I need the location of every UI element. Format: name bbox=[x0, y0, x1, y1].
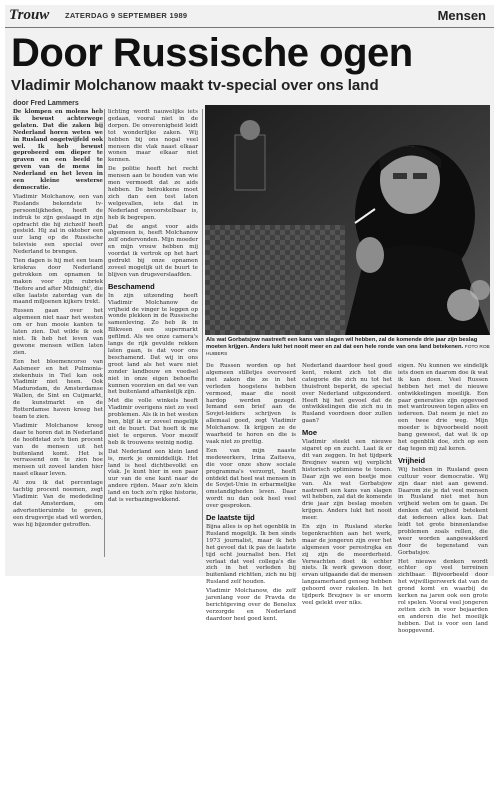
paragraph: Tien dagen is hij met een team kriskras door Nederland getrokken om opnamen te maken voor zijn rubriek 'Before and after Midnight', die elke laatste zaterdag van de maand miljoenen kijkers trekt. bbox=[13, 258, 103, 306]
portrait-photo bbox=[205, 105, 490, 335]
paragraph: Dat Nederland een klein land is, merk je onmiddellijk. Het land is heel dichtbevolkt en vlak. Je kunt hier in een paar uur van de ene kant naar de andere rijden. Maar zo'n klein land en toch zo'n rijke historie, dat is verbazingwekkend. bbox=[108, 448, 198, 504]
paragraph: Vladimir Molchanow, die zelf jarenlang voor de Pravda de berichtgeving over de Benelux verzorgde en Nederland daardoor heel goed kent. bbox=[206, 588, 296, 622]
paragraph: In zijn uitzending heeft Vladimir Molchanow de vrijheid de vinger te leggen op wonde plekken in de Russische samenleving. Zo heb ik in Blikveen een supermarkt gefilmd. Als we onze camera's langs de rijk gevulde rekken laten gaan, is dat voor ons beschamend. Dat wij in ons groot land als het ware niet zonder landbouw en voedsel niet in onze eigen behoefte kunnen voorzien en dat we van het buitenland afhankelijk zijn. bbox=[108, 292, 198, 396]
subheading-laatste-tijd: De laatste tijd bbox=[206, 513, 255, 523]
paragraph: De Russen worden op het algemeen stilletjes overvoerd met zaken die ze in het verleden hoogstens hebben vermoed, maar die nooit hardop werden gezegd. Iemand een brief aan de Sovjet-leiders schrijven is allemaal goed, zegt Vladimir Molchanow. Ik krijgen ze de waarheid te horen en die is vaak niet zo prettig. bbox=[206, 363, 296, 445]
article-lead: De klompen en molens heb ik bewust achterwege gelaten. Dat die zaken bij Nederland horen weten we in Rusland ongetwijfeld ook wel. Ik heb bewust geprobeerd om dieper te graven en een beeld te geven van de mens in Nederland en het leven in een kleine westerse democratie. bbox=[13, 109, 103, 191]
column-rule bbox=[104, 109, 105, 557]
paragraph: eigen. Nu kunnen we eindelijk iets doen en daarom doe ik wat ik kan doen. Veel Russen hebben het met de nieuwe ontwikkelingen moeilijk. Een paar generaties zijn opgevoed met wantrouwen tegen alles en iedereen. Dat neem je niet zo een twee drie weg. Mijn moeder is bijvoorbeeld nooit bang geweest, dat wat ik op het ogenblik doe, zich op een dag tegen mij zal keren. bbox=[398, 363, 488, 452]
article-column-2 bbox=[108, 109, 198, 557]
paragraph: lichting wordt nauwelijks iets gedaan, vooral niet in de dorpen. De onverenigheid leidt tot wonderlijke zaken. Wij hebben bij ons nogal veel mensen die vlak naast elkaar wonen maar elkaar niet kennen. bbox=[108, 109, 198, 164]
paragraph: Een het bloemencorso van Aalsmeer en het Pulmonia-ziekenhuis in Tiel kan ook Vladimir niet heen. Ook Madurodam, de Amsterdamse Wallen, de Sint en Cuijmarkt, de kunstmarkt en de Rotterdamse haven kreeg het team te zien. bbox=[13, 358, 103, 420]
subheading-beschamend: Beschamend bbox=[108, 281, 155, 291]
caption-text: Als wat Gorbatsjow nastreeft een kans van slagen wil hebben, zal de komende drie jaar zijn beslag moeten krijgen. Anders lukt het nooit meer en zal dat een hele ronde van ons land betekenen. bbox=[206, 337, 478, 350]
subheading-moe: Moe bbox=[302, 428, 317, 438]
newspaper-clipping bbox=[5, 5, 494, 634]
paragraph: Wij hebben in Rusland geen cultuur voor democratie. Wij zijn daar niet aan gewend. Daarom zie je dat veel mensen in Rusland niet met hun vrijheid weten om te gaan. De denken dat vrijheid betekent dat iedereen alles kan. Dat leidt tot grote binnenlandse problemen zoals rellen, die weer worden aangewakkerd door de tegenstand van Gorbatsjov. bbox=[398, 466, 488, 556]
masthead bbox=[5, 5, 494, 28]
paragraph: De politie heeft het recht mensen aan te houden van wie men vermoedt dat ze aids hebben. De betrokkene moet zich dan een test laten welgevallen, iets dat in Nederland onvoorstelbaar is, heb ik begrepen. bbox=[108, 166, 198, 221]
portrait-photo-image bbox=[205, 105, 490, 335]
paragraph: Nederland daardoor heel goed kent, rekent zich tot die categorie die zich nu tot het thuisfront beperkt, de special over Nederland uitgezonderd. Heeft hij het gevoel dat de ontwikkelingen die zich nu in Rusland voordoen door zullen gaan? bbox=[302, 363, 392, 425]
paragraph: Met die volle winkels heeft Vladimir overigens niet zo veel problemen. Als ik in het westen ben, blijf ik er zoveel mogelijk uit de buurt. Dat hoeft ik me niet te ergeren. Voor mezelf heb ik trouwens weinig nodig. bbox=[108, 398, 198, 446]
photo-caption bbox=[206, 337, 490, 358]
section-title: Mensen bbox=[437, 8, 486, 23]
article-column-3 bbox=[206, 363, 296, 622]
paragraph: Al zou ik dat percentage tachtig procent noemen, zegt Vladimir. Van de mededeling dat Amsterdam, om advertentieruimte te geven, een drugsvrije stad wil worden, was hij bijzonder getroffen. bbox=[13, 480, 103, 528]
photo-credit: FOTO ROB HUIBERS bbox=[206, 345, 490, 357]
paragraph: Vladimir Molchanow, een van Ruslands bekendste tv-persoonlijkheden, heeft de indruk te zijn geslaagd in zijn opdracht die hij zichzelf heeft gesteld. Hij zal in oktober een uur lang op de Russische televisie een special over Nederland te brengen. bbox=[13, 193, 103, 256]
paragraph: Een van mijn naaste medewerkers, Irina Zaitseva, die voor onze show sociale programma's verzorgt, heeft ontdekt dat heel wat mensen in de Sovjet-Unie in erbarmelijke omstandigheden leven. Daar wordt nu dan ook heel veel over gesproken. bbox=[206, 447, 296, 510]
article-column-4 bbox=[302, 363, 393, 606]
paragraph: Russen gaan over het algemeen niet naar het westen om er hun mooie kanten te laten zien. Dat wilde ik ook niet. Ik heb het leven van gewone mensen willen laten zien. bbox=[13, 308, 103, 356]
newspaper-brand: Trouw bbox=[9, 7, 50, 23]
paragraph: Dat de angst voor aids algemeen is, heeft Molchanow zelf ondervonden. Mijn moeder en mijn vrouw hebben mij voordat ik vertrok op het hart gedrukt bij onze opnamen zoveel mogelijk uit de buurt te blijven van drugsverslaafden. bbox=[108, 223, 198, 278]
article-column-1 bbox=[13, 109, 103, 557]
column-rule bbox=[202, 109, 203, 557]
issue-date: ZATERDAG 9 SEPTEMBER 1989 bbox=[65, 11, 188, 20]
paragraph: Vladimir steekt een nieuwe sigaret op en zucht. Laat ik er dit van zeggen. In het tijdperk Brezjnev waren wij verplicht historisch optimisme te tonen. Daar zijn we een beetje moe van. Als wat Gorbatsjow nastreeft een kans van slagen wil hebben, zal dat de komende drie jaar zijn beslag moeten krijgen. Anders lukt het nooit meer. bbox=[302, 439, 393, 522]
paragraph: Het nieuwe denken wordt echter op veel terreinen zichtbaar. Bijvoorbeeld door het wijwilligerswerk dat van de grond komt en waarbij de kerken na jaren ook een grote rol spelen. Vooral veel jongeren zetten zich in voor bejaarden en anderen die het moeilijk hebben. Dat is voor een land hoopgevend. bbox=[398, 558, 488, 634]
paragraph: Vladimir Molchanow kreeg daar te horen dat in Nederland de hoofdstad zo'n tien procent van de mensen uit het buitenland komt. Het is verrassend om te zien hoe mensen uit zoveel landen hier naast elkaar leven. bbox=[13, 422, 103, 478]
subheadline: Vladimir Molchanow maakt tv-special over ons land bbox=[11, 77, 379, 94]
article-column-5 bbox=[398, 363, 488, 634]
headline: Door Russische ogen bbox=[11, 31, 413, 75]
paragraph: Bijna alles is op het ogenblik in Rusland mogelijk. Ik ben sinds 1973 journalist, maar ik heb het gevoel dat ik pas de laatste tijd echt journalist ben. Het verlaat dat veel collega's die zich in het verleden bij buitenland richtten, zich nu bij Rusland zelf houden. bbox=[206, 524, 296, 586]
subheading-vrijheid: Vrijheid bbox=[398, 455, 426, 465]
paragraph: En zijn in Rusland sterke tegenkrachten aan het werk, maar de jongeren zijn over het algemeen voor perestrojka en zij zijn de meerderheid. Verwachten doet ik echter niets. Ik werk gewoon door, ervan uitgaande dat de mensen langzamerhand genoeg hebben gehoord over rakelen. In het tijdperk Brezjnev is er enorm veel gelekt over niks. bbox=[302, 524, 392, 606]
byline: door Fred Lammers bbox=[13, 100, 79, 107]
